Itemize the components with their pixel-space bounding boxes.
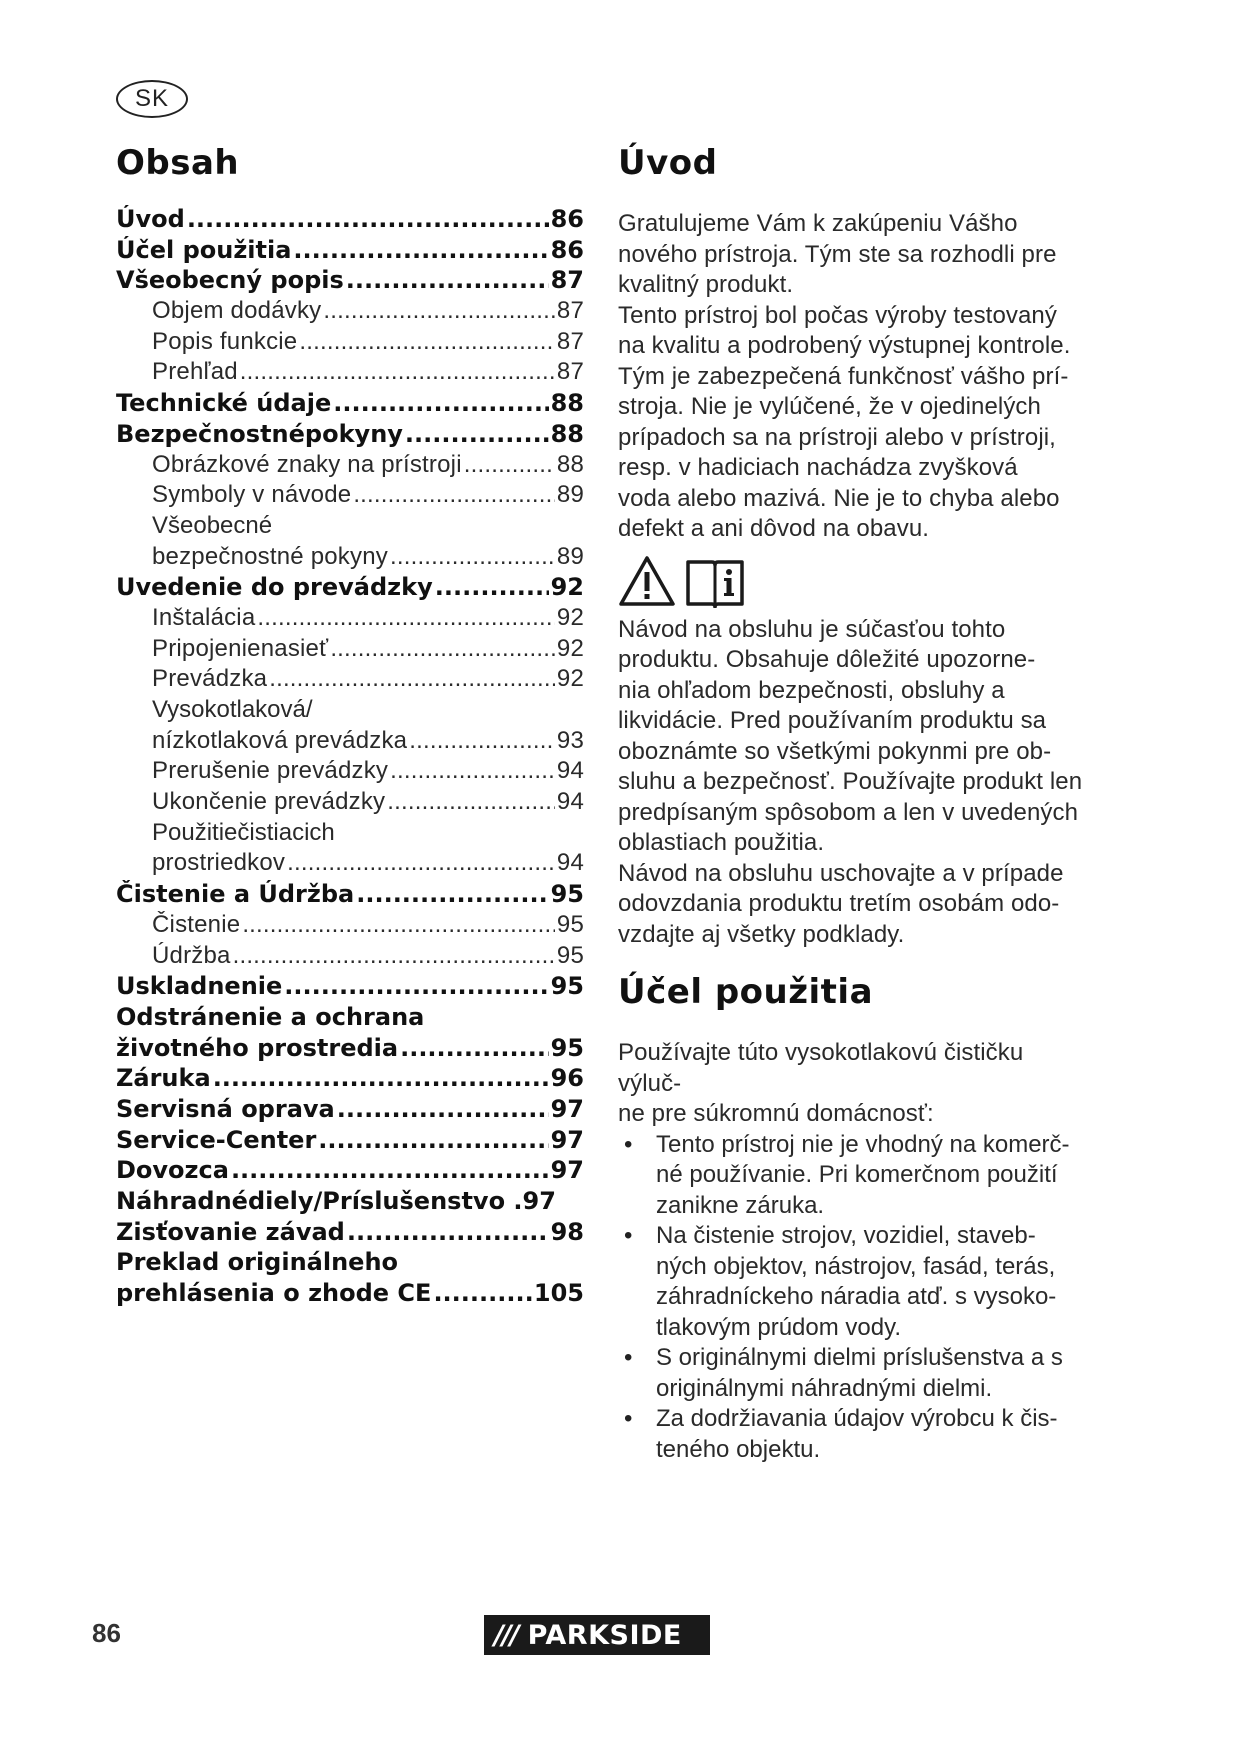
text-line: nia ohľadom bezpečnosti, obsluhy a: [618, 676, 1005, 704]
toc-entry: [116, 1248, 584, 1279]
paragraph: [618, 615, 1093, 951]
usage-bullet-list: [618, 1130, 1093, 1466]
toc-entry: [116, 880, 584, 911]
toc-entry-page: 94: [556, 849, 584, 877]
text-line: zanikne záruka.: [656, 1191, 825, 1219]
toc-title: Obsah: [116, 143, 240, 183]
text-line: ne pre súkromnú domácnosť:: [618, 1100, 934, 1127]
text-line: Návod na obsluhu je súčasťou tohto: [618, 615, 1006, 643]
toc-entry-page: 94: [556, 788, 584, 816]
toc-entry-page: 89: [556, 481, 584, 509]
usage-title: Účel použitia: [618, 972, 874, 1012]
intro-title: Úvod: [618, 143, 718, 183]
toc-entry: [116, 543, 584, 574]
toc-leader-dots: [337, 1095, 549, 1123]
toc-entry: [116, 1095, 584, 1126]
text-line: na kvalitu a podrobený výstupnej kontrole.: [618, 332, 1071, 359]
toc-entry-label: Uvedenie do prevádzky: [116, 573, 433, 602]
text-line: Používajte túto vysokotlakovú čističku výluč-: [618, 1039, 1024, 1097]
text-line: odovzdania produktu tretím osobám odo-: [618, 890, 1060, 917]
text-line: ných objektov, nástrojov, fasád, terás,: [656, 1252, 1056, 1280]
toc-leader-dots: [405, 420, 549, 448]
text-line: likvidácie. Pred používaním produktu sa: [618, 707, 1047, 734]
toc-leader-dots: [346, 266, 549, 294]
toc-entry-page: 95: [556, 910, 584, 938]
toc-entry-page: 95: [550, 1033, 584, 1062]
toc-leader-dots: [269, 665, 555, 693]
toc-leader-dots: [356, 880, 548, 908]
toc-entry-page: 86: [550, 205, 584, 233]
toc-entry: [116, 727, 584, 758]
toc-entry-label: Bezpečnostnépokyny: [116, 419, 403, 448]
text-line: voda alebo mazivá. Nie je to chyba alebo: [618, 484, 1060, 512]
text-line: né používanie. Pri komerčnom použití: [656, 1161, 1058, 1188]
toc-entry-label: Údržba: [152, 941, 231, 969]
toc-entry-label: Účel použitia: [116, 235, 292, 264]
toc-entry-page: 97: [550, 1125, 584, 1154]
toc-entry: [116, 972, 584, 1003]
toc-entry-label: Objem dodávky: [152, 297, 322, 325]
toc-leader-dots: [390, 757, 555, 785]
toc-entry-page: 88: [550, 419, 584, 448]
toc-entry: [116, 757, 584, 788]
paragraph: [618, 209, 1093, 545]
toc-leader-dots: [390, 543, 555, 571]
toc-entry-page: 97: [550, 1156, 584, 1185]
toc-entry-label: Uskladnenie: [116, 972, 283, 1001]
toc-entry-label: Prehľad: [152, 358, 238, 386]
toc-leader-dots: [293, 236, 548, 264]
toc-entry-page: 86: [550, 235, 584, 264]
text-line: vzdajte aj všetky podklady.: [618, 920, 905, 948]
toc-list: [116, 205, 584, 1310]
language-badge: SK: [116, 80, 188, 118]
toc-entry-label: Úvod: [116, 205, 185, 233]
toc-entry-label: Popis funkcie: [152, 327, 298, 355]
text-line: nového prístroja. Tým ste sa rozhodli pre: [618, 240, 1057, 268]
toc-entry-label: Prerušenie prevádzky: [152, 757, 389, 785]
toc-entry: [116, 788, 584, 819]
toc-leader-dots: [435, 573, 549, 601]
toc-entry-page: 88: [556, 450, 584, 478]
toc-leader-dots: [323, 297, 555, 325]
toc-leader-dots: [409, 727, 555, 755]
toc-leader-dots: [187, 205, 549, 233]
toc-leader-dots: [240, 358, 555, 386]
warning-icons: [618, 553, 1093, 609]
toc-entry-page: 87: [550, 266, 584, 295]
intro-paragraph-2: [618, 615, 1093, 951]
toc-entry: [116, 1003, 584, 1034]
toc-entry: [116, 1034, 584, 1065]
brand-logo: [484, 1615, 710, 1655]
toc-entry-label: Všeobecný popis: [116, 266, 344, 295]
usage-bullet-item: [618, 1343, 1093, 1404]
toc-leader-dots: [233, 942, 555, 970]
toc-entry-label: Symboly v návode: [152, 481, 352, 509]
text-line: predpísaným spôsobom a len v uvedených: [618, 798, 1079, 826]
text-line: záhradníckeho náradia atď. s vysoko-: [656, 1283, 1057, 1310]
text-line: resp. v hadiciach nachádza zvyšková: [618, 454, 1018, 481]
toc-entry-label: nízkotlaková prevádzka: [152, 726, 408, 754]
toc-entry: [116, 849, 584, 880]
toc-leader-dots: [318, 1126, 548, 1154]
toc-entry-label: Náhradnédiely/Príslušenstvo .97: [116, 1187, 556, 1215]
toc-entry-label: Prevádzka: [152, 665, 268, 693]
toc-entry: [116, 451, 584, 482]
usage-bullet-item: [618, 1130, 1093, 1222]
toc-entry-page: 88: [550, 389, 584, 418]
toc-entry-page: 95: [556, 941, 584, 969]
toc-entry: [116, 1187, 584, 1218]
toc-entry-label: bezpečnostné pokyny: [152, 542, 388, 570]
content-column: [618, 143, 1093, 1465]
toc-entry-label: Inštalácia: [152, 603, 256, 631]
toc-entry: [116, 696, 584, 727]
toc-entry: [116, 911, 584, 942]
toc-entry: [116, 573, 584, 604]
text-line: sluhu a bezpečnosť. Používajte produkt len: [618, 768, 1083, 795]
toc-leader-dots: [400, 1034, 549, 1062]
paragraph: [618, 1038, 1093, 1130]
toc-entry-label: prostriedkov: [152, 849, 286, 877]
toc-entry: [116, 205, 584, 236]
toc-entry-page: 95: [550, 880, 584, 909]
toc-entry: [116, 420, 584, 451]
toc-entry-page: 92: [556, 603, 584, 631]
usage-bullet-item: [618, 1404, 1093, 1465]
warning-triangle-icon: [618, 555, 676, 607]
toc-leader-dots: [299, 328, 555, 356]
text-line: oboznámte so všetkými pokynmi pre ob-: [618, 737, 1052, 765]
page-number: 86: [92, 1618, 121, 1648]
toc-entry-label: Záruka: [116, 1064, 211, 1093]
text-line: defekt a ani dôvod na obavu.: [618, 515, 930, 542]
toc-entry-page: 87: [556, 297, 584, 325]
toc-leader-dots: [213, 1064, 549, 1092]
toc-entry-page: 94: [556, 757, 584, 785]
toc-entry: [116, 1064, 584, 1095]
logo-text: PARKSIDE: [527, 1619, 682, 1651]
toc-entry-page: 87: [556, 358, 584, 386]
toc-leader-dots: [257, 604, 555, 632]
toc-entry: [116, 1126, 584, 1157]
toc-entry: [116, 266, 584, 297]
text-line: • Za dodržiavania údajov výrobcu k čis-: [656, 1405, 1058, 1432]
toc-entry-label: Čistenie: [152, 910, 241, 938]
toc-entry: [116, 512, 584, 543]
toc-entry-page: 92: [550, 573, 584, 602]
toc-entry-page: 92: [556, 665, 584, 693]
toc-entry-page: 98: [550, 1217, 584, 1246]
toc-entry-page: 97: [550, 1094, 584, 1123]
text-line: tlakovým prúdom vody.: [656, 1313, 901, 1341]
toc-leader-dots: [330, 635, 555, 663]
toc-entry-page: 87: [556, 327, 584, 355]
toc-leader-dots: [333, 389, 548, 417]
text-line: prípadoch sa na prístroji alebo v prístroji,: [618, 423, 1056, 451]
toc-column: [116, 143, 584, 1310]
toc-entry-label: Zisťovanie závad: [116, 1217, 345, 1246]
read-manual-icon: [684, 554, 746, 608]
usage-bullet-item: [618, 1221, 1093, 1343]
toc-entry: [116, 328, 584, 359]
text-line: Návod na obsluhu uschovajte a v prípade: [618, 859, 1064, 887]
toc-entry-label: Pripojenienasieť: [152, 634, 329, 662]
toc-entry-label: životného prostredia: [116, 1033, 399, 1062]
toc-entry: [116, 604, 584, 635]
text-line: • Tento prístroj nie je vhodný na komerč-: [656, 1130, 1070, 1158]
toc-entry-page: 89: [556, 542, 584, 570]
toc-entry-page: 105: [533, 1279, 584, 1308]
toc-entry: [116, 942, 584, 973]
logo-slashes: ///: [494, 1619, 518, 1651]
toc-entry: [116, 1156, 584, 1187]
toc-entry-page: 92: [556, 634, 584, 662]
text-line: Tým je zabezpečená funkčnosť vášho prí-: [618, 362, 1069, 390]
toc-entry-page: 95: [550, 972, 584, 1001]
toc-entry-label: Vysokotlaková/: [152, 696, 313, 723]
toc-entry: [116, 358, 584, 389]
toc-entry-label: Service-Center: [116, 1125, 317, 1154]
text-line: • Na čistenie strojov, vozidiel, staveb-: [656, 1222, 1036, 1249]
toc-leader-dots: [433, 1279, 531, 1307]
toc-leader-dots: [231, 1156, 549, 1184]
toc-leader-dots: [287, 849, 555, 877]
text-line: teného objektu.: [656, 1435, 821, 1463]
toc-entry-label: Dovozca: [116, 1156, 229, 1185]
text-line: Tento prístroj bol počas výroby testovaný: [618, 301, 1057, 329]
toc-leader-dots: [353, 481, 555, 509]
toc-entry-page: 96: [550, 1064, 584, 1093]
text-line: oblastiach použitia.: [618, 829, 825, 856]
toc-leader-dots: [347, 1218, 549, 1246]
toc-entry: [116, 297, 584, 328]
text-line: • S originálnymi dielmi príslušenstva a s: [656, 1344, 1063, 1371]
text-line: produktu. Obsahuje dôležité upozorne-: [618, 646, 1036, 673]
toc-entry: [116, 1218, 584, 1249]
toc-leader-dots: [387, 788, 555, 816]
toc-entry: [116, 665, 584, 696]
toc-entry-label: Všeobecné: [152, 511, 273, 539]
toc-entry-label: Technické údaje: [116, 389, 332, 418]
toc-entry: [116, 635, 584, 666]
toc-entry-label: prehlásenia o zhode CE: [116, 1279, 432, 1308]
text-line: kvalitný produkt.: [618, 271, 794, 298]
toc-entry: [116, 1279, 584, 1310]
toc-entry-label: Ukončenie prevádzky: [152, 788, 386, 816]
toc-entry-page: 93: [556, 726, 584, 754]
toc-leader-dots: [464, 451, 555, 479]
toc-entry: [116, 481, 584, 512]
text-line: Gratulujeme Vám k zakúpeniu Vášho: [618, 210, 1018, 237]
text-line: stroja. Nie je vylúčené, že v ojedinelých: [618, 393, 1041, 420]
toc-entry-label: Použitiečistiacich: [152, 818, 335, 846]
toc-entry-label: Čistenie a Údržba: [116, 880, 355, 909]
toc-leader-dots: [284, 972, 548, 1000]
toc-entry-label: Odstránenie a ochrana: [116, 1002, 425, 1031]
usage-intro: [618, 1038, 1093, 1130]
toc-entry: [116, 389, 584, 420]
intro-paragraph-1: [618, 209, 1093, 545]
toc-entry: [116, 819, 584, 850]
toc-entry-label: Servisná oprava: [116, 1094, 335, 1123]
text-line: originálnymi náhradnými dielmi.: [656, 1374, 993, 1402]
toc-entry-label: Obrázkové znaky na prístroji: [152, 450, 462, 478]
toc-leader-dots: [242, 911, 555, 939]
toc-entry-label: Preklad originálneho: [116, 1248, 399, 1277]
toc-entry: [116, 236, 584, 267]
